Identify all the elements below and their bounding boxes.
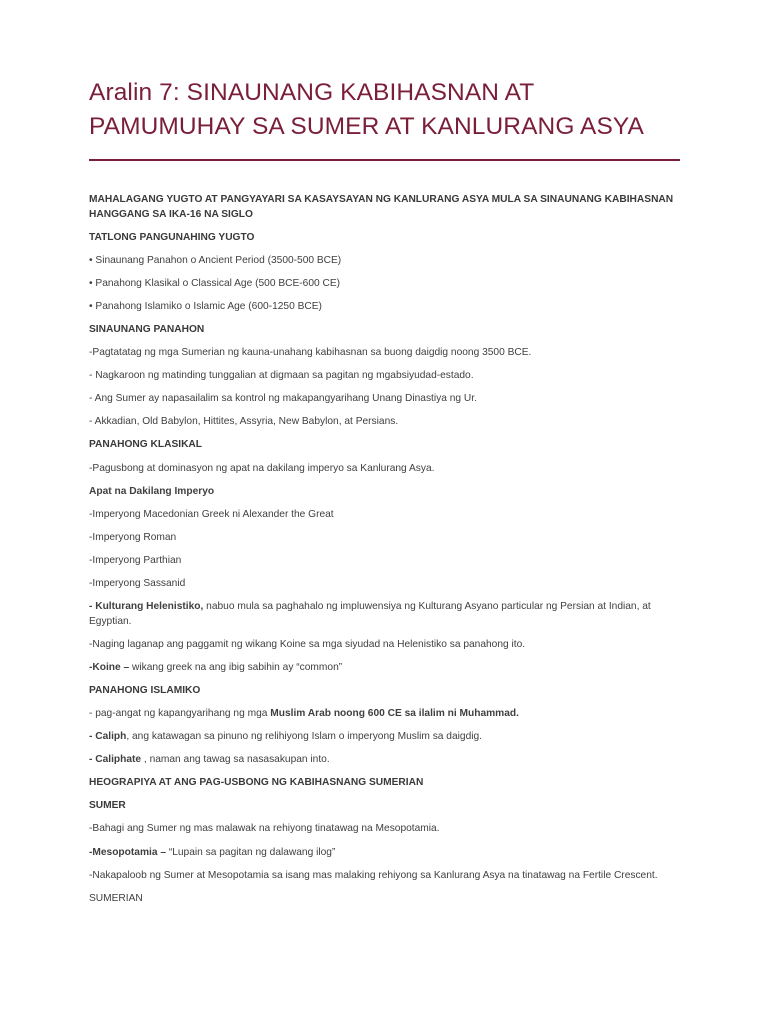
caliph-definition: , ang katawagan sa pinuno ng relihiyong Islam o imperyong Muslim sa daigdig. bbox=[126, 731, 482, 743]
caliphate-definition: , naman ang tawag sa nasasakupan into. bbox=[141, 754, 330, 766]
imperyo-item: -Imperyong Macedonian Greek ni Alexander the Great bbox=[89, 508, 334, 520]
islamiko-text: - pag-angat ng kapangyarihang ng mga bbox=[89, 707, 271, 719]
heograpiya-heading: HEOGRAPIYA AT ANG PAG-USBONG NG KABIHASNANG SUMERIAN bbox=[89, 777, 424, 789]
klasikal-paragraph: -Pagusbong at dominasyon ng apat na dakilang imperyo sa Kanlurang Asya. bbox=[89, 462, 435, 474]
koine-definition: wikang greek na ang ibig sabihin ay “common” bbox=[129, 661, 343, 673]
sinaunang-paragraph: -Pagtatatag ng mga Sumerian ng kauna-unahang kabihasnan sa buong daigdig noong 3500 BCE. bbox=[89, 347, 532, 359]
sumer-heading: SUMER bbox=[89, 800, 126, 812]
sinaunang-panahon-heading: SINAUNANG PANAHON bbox=[89, 323, 205, 335]
yugto-item: • Sinaunang Panahon o Ancient Period (3500-500 BCE) bbox=[89, 254, 342, 266]
caliph-paragraph bbox=[89, 730, 689, 745]
caliph-term: - Caliph bbox=[89, 731, 127, 743]
caliphate-paragraph bbox=[89, 753, 689, 768]
imperyo-item: -Imperyong Parthian bbox=[89, 554, 182, 566]
fertile-crescent-paragraph: -Nakapaloob ng Sumer at Mesopotamia sa isang mas malaking rehiyong sa Kanlurang Asya na tinatawag na Fertile Crescent. bbox=[89, 869, 658, 881]
tatlong-yugto-heading: TATLONG PANGUNAHING YUGTO bbox=[89, 231, 255, 243]
mesopotamia-definition: “Lupain sa pagitan ng dalawang ilog” bbox=[166, 846, 336, 858]
imperyo-item: -Imperyong Sassanid bbox=[89, 578, 186, 589]
koine-definition-paragraph bbox=[89, 661, 689, 676]
sumer-paragraph: -Bahagi ang Sumer ng mas malawak na rehiyong tinatawag na Mesopotamia. bbox=[89, 823, 440, 835]
sumerian-label: SUMERIAN bbox=[89, 892, 143, 904]
islamiko-bold-text: Muslim Arab noong 600 CE sa ilalim ni Muhammad. bbox=[270, 707, 519, 719]
helenistiko-paragraph bbox=[89, 600, 689, 629]
islamiko-paragraph bbox=[89, 707, 689, 722]
helenistiko-definition: nabuo mula sa paghahalo ng impluwensiya ng Kulturang Asyano particular ng Persian at Indian, at Egyptian. bbox=[89, 601, 651, 627]
koine-term: -Koine – bbox=[89, 661, 130, 673]
apat-na-imperyo-heading: Apat na Dakilang Imperyo bbox=[89, 485, 215, 497]
caliphate-term: - Caliphate bbox=[89, 754, 142, 766]
sinaunang-paragraph: - Nagkaroon ng matinding tunggalian at digmaan sa pagitan ng mgabsiyudad-estado. bbox=[89, 370, 474, 382]
mesopotamia-paragraph bbox=[89, 846, 689, 861]
yugto-item: • Panahong Islamiko o Islamic Age (600-1250 BCE) bbox=[89, 300, 322, 312]
koine-paragraph: -Naging laganap ang paggamit ng wikang Koine sa mga siyudad na Helenistiko sa panahong ito. bbox=[89, 638, 526, 650]
helenistiko-term: - Kulturang Helenistiko, bbox=[89, 601, 204, 613]
yugto-item: • Panahong Klasikal o Classical Age (500 BCE-600 CE) bbox=[89, 277, 341, 289]
document-body bbox=[89, 193, 689, 915]
imperyo-item: -Imperyong Roman bbox=[89, 531, 177, 543]
sinaunang-paragraph: - Akkadian, Old Babylon, Hittites, Assyria, New Babylon, at Persians. bbox=[89, 416, 399, 428]
sinaunang-paragraph: - Ang Sumer ay napasailalim sa kontrol ng makapangyarihang Unang Dinastiya ng Ur. bbox=[89, 393, 477, 405]
intro-heading: MAHALAGANG YUGTO AT PANGYAYARI SA KASAYSAYAN NG KANLURANG ASYA MULA SA SINAUNANG KABIHASNAN HANGGANG SA IKA-16 NA SIGLO bbox=[89, 194, 674, 220]
title-divider bbox=[89, 159, 680, 161]
panahong-islamiko-heading: PANAHONG ISLAMIKO bbox=[89, 684, 201, 696]
mesopotamia-term: -Mesopotamia – bbox=[89, 846, 166, 858]
page-title: Aralin 7: SINAUNANG KABIHASNAN AT PAMUMUHAY SA SUMER AT KANLURANG ASYA bbox=[89, 79, 644, 140]
panahong-klasikal-heading: PANAHONG KLASIKAL bbox=[89, 439, 203, 451]
